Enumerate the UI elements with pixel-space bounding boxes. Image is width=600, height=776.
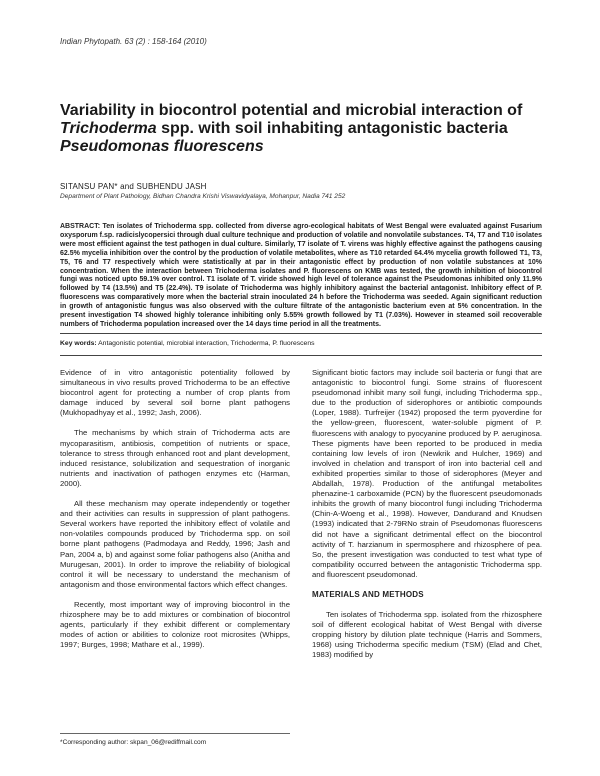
- title-line-2: [60, 120, 540, 138]
- paper-title: [60, 102, 540, 156]
- title-line-3: Pseudomonas fluorescens: [60, 138, 264, 155]
- keywords: [60, 340, 315, 347]
- abstract-text: Ten isolates of Trichoderma spp. collected from diverse agro-ecological habitats of West Bengal were evaluated against Fusarium oxysporum f.sp. radicislycopersici through dual culture technique and production of volatile and nonvolatile substances. T4, T7 and T10 isolates were most efficient against the test pathogen in dual culture. Similarly, T7 isolate of T. virens was highly effective against the pathogens causing 62.5% mycelia inhibition over the control by the production of volatile metabolites, where as T10 retarded 64.4% mycelia growth followed T1, T3, T5, T6 and T7 respectively which were statistically at par in their antagonistic effect by production of non volatile substances at 10% concentration. When the interaction between Trichoderma isolates and P. fluorescens on KMB was tested, the growth inhibition of biocontrol fungi was noticed upto 59.1% over control. T1 isolate of T. viride showed high level of tolerance against the Pseudomonas inhibited only 11.9% followed by T4 (13.5%) and T5 (22.4%). T9 isolate of Trichoderma was highly inhibitory against the bacterial antagonist. Inhibitory effect of P. fluorescens was comparatively more when the bacterial strain inoculated 24 h before the Trichoderma was seeded. Again significant reduction in growth of antagonistic fungus was also observed with the culture filtrate of the antagonistic bacterium even at 5% concentration. In the present investigation T4 showed highly tolerance inhibiting only 5.55% growth followed by T1 (7.03%). However in steamed soil recoverable numbers of Trichoderma population increased over the 14 days time period in all the treatments.: [60, 223, 542, 328]
- paragraph: Ten isolates of Trichoderma spp. isolated from the rhizosphere soil of different ecological habitat of West Bengal with diverse cropping history by dilution plate technique (Harris and Sommers, 1968) using Trichoderma specific medium (TSM) (Elad and Chet, 1983) modified by: [312, 610, 542, 660]
- paragraph: Significant biotic factors may include soil bacteria or fungi that are antagonistic to biocontrol fungi. Some strains of fluorescent pseudomonad inhibit many soil fungi, including Trichoderma spp., due to the production of siderophores or antibiotic compounds (Loper, 1988). Turfreijer (1942) proposed the term pyoverdine for the yellow-green, fluorescent, water-soluble pigment of P. fluorescens with analogy to pyocyanine produced by P. aeruginosa. These pigments have been reported to be produced in media containing low levels of iron (Newkrik and Hulcher, 1969) and involved in chelation and transport of iron into bacterial cell and exhibited properties similar to those of siderophores (Meyer and Abdallah, 1978). Production of the antifungal metabolites phenazine-1 carboxamide (PCN) by the fluorescent pseudomonads inhibits the growth of many biocontrol fungi including Trichoderma (Chin-A-Woeng et al., 1998). However, Dandurand and Knudsen (1993) indicated that 2-79RNo strain of Pseudomonas fluorescens did not have a significant detrimental effect on the biocontrol activity of T. harzianum in spermosphere and rhizosphere of pea. So, the present investigation was conducted to test what type of compatibility occurred between the antagonistic Trichoderma spp. and fluorescent pseudomonad.: [312, 368, 542, 579]
- divider-top: [60, 333, 542, 334]
- keywords-label: Key words:: [60, 340, 97, 347]
- right-column: [312, 368, 542, 671]
- abstract: [60, 223, 542, 330]
- footnote: *Corresponding author: skpan_06@rediffmail.com: [60, 739, 207, 746]
- journal-citation: Indian Phytopath. 63 (2) : 158-164 (2010): [60, 37, 207, 46]
- paragraph: Recently, most important way of improving biocontrol in the rhizosphere may be to add mixtures or combination of biocontrol agents, particularly if they exhibit different or complementary modes of action or abilities to colonize root microsites (Whipps, 1997; Burges, 1998; Mathare et al., 1999).: [60, 599, 290, 650]
- paragraph: All these mechanism may operate independently or together and their activities can results in suppression of plant pathogens. Several workers have reported the inhibitory effect of volatile and non-volatiles compounds produced by Trichoderma spp. on soil borne plant pathogens (Padmodaya and Reddy, 1996; Jash and Pan, 2004 a, b) and against some foliar pathogens also (Anitha and Murugesan, 2001). In order to improve the reliability of biological control it will be necessary to understand the mechanism of antagonism and those environmental factors which effect changes.: [60, 499, 290, 589]
- left-column: [60, 368, 290, 660]
- keywords-text: Antagonistic potential, microbial interaction, Trichoderma, P. fluorescens: [96, 340, 315, 347]
- authors: SITANSU PAN* and SUBHENDU JASH: [60, 182, 207, 191]
- paragraph: The mechanisms by which strain of Trichoderma acts are mycoparasitism, antibiosis, competition of nutrients or space, tolerance to stress through enhanced root and plant development, induced resistance, solubilization and sequestration of inorganic nutrients and inactivation of pathogen enzymes etc (Harman, 2000).: [60, 428, 290, 488]
- footnote-rule: [60, 733, 290, 734]
- title-genus: Trichoderma: [60, 120, 157, 137]
- affiliation: Department of Plant Pathology, Bidhan Chandra Krishi Viswavidyalaya, Mohanpur, Nadia 741 252: [60, 193, 346, 200]
- title-line-2-rest: spp. with soil inhabiting antagonistic bacteria: [156, 120, 508, 137]
- paragraph: Evidence of in vitro antagonistic potentiality followed by simultaneous in vivo results proved Trichoderma to be an effective biocontrol agent for protecting a number of crop plants from damage induced by several soil borne plant pathogens (Mukhopadhyay et al., 1992; Jash, 2006).: [60, 368, 290, 418]
- abstract-label: ABSTRACT:: [60, 223, 101, 230]
- section-heading-methods: MATERIALS AND METHODS: [312, 589, 424, 599]
- divider-bottom: [60, 355, 542, 356]
- title-line-1: Variability in biocontrol potential and microbial interaction of: [60, 102, 523, 119]
